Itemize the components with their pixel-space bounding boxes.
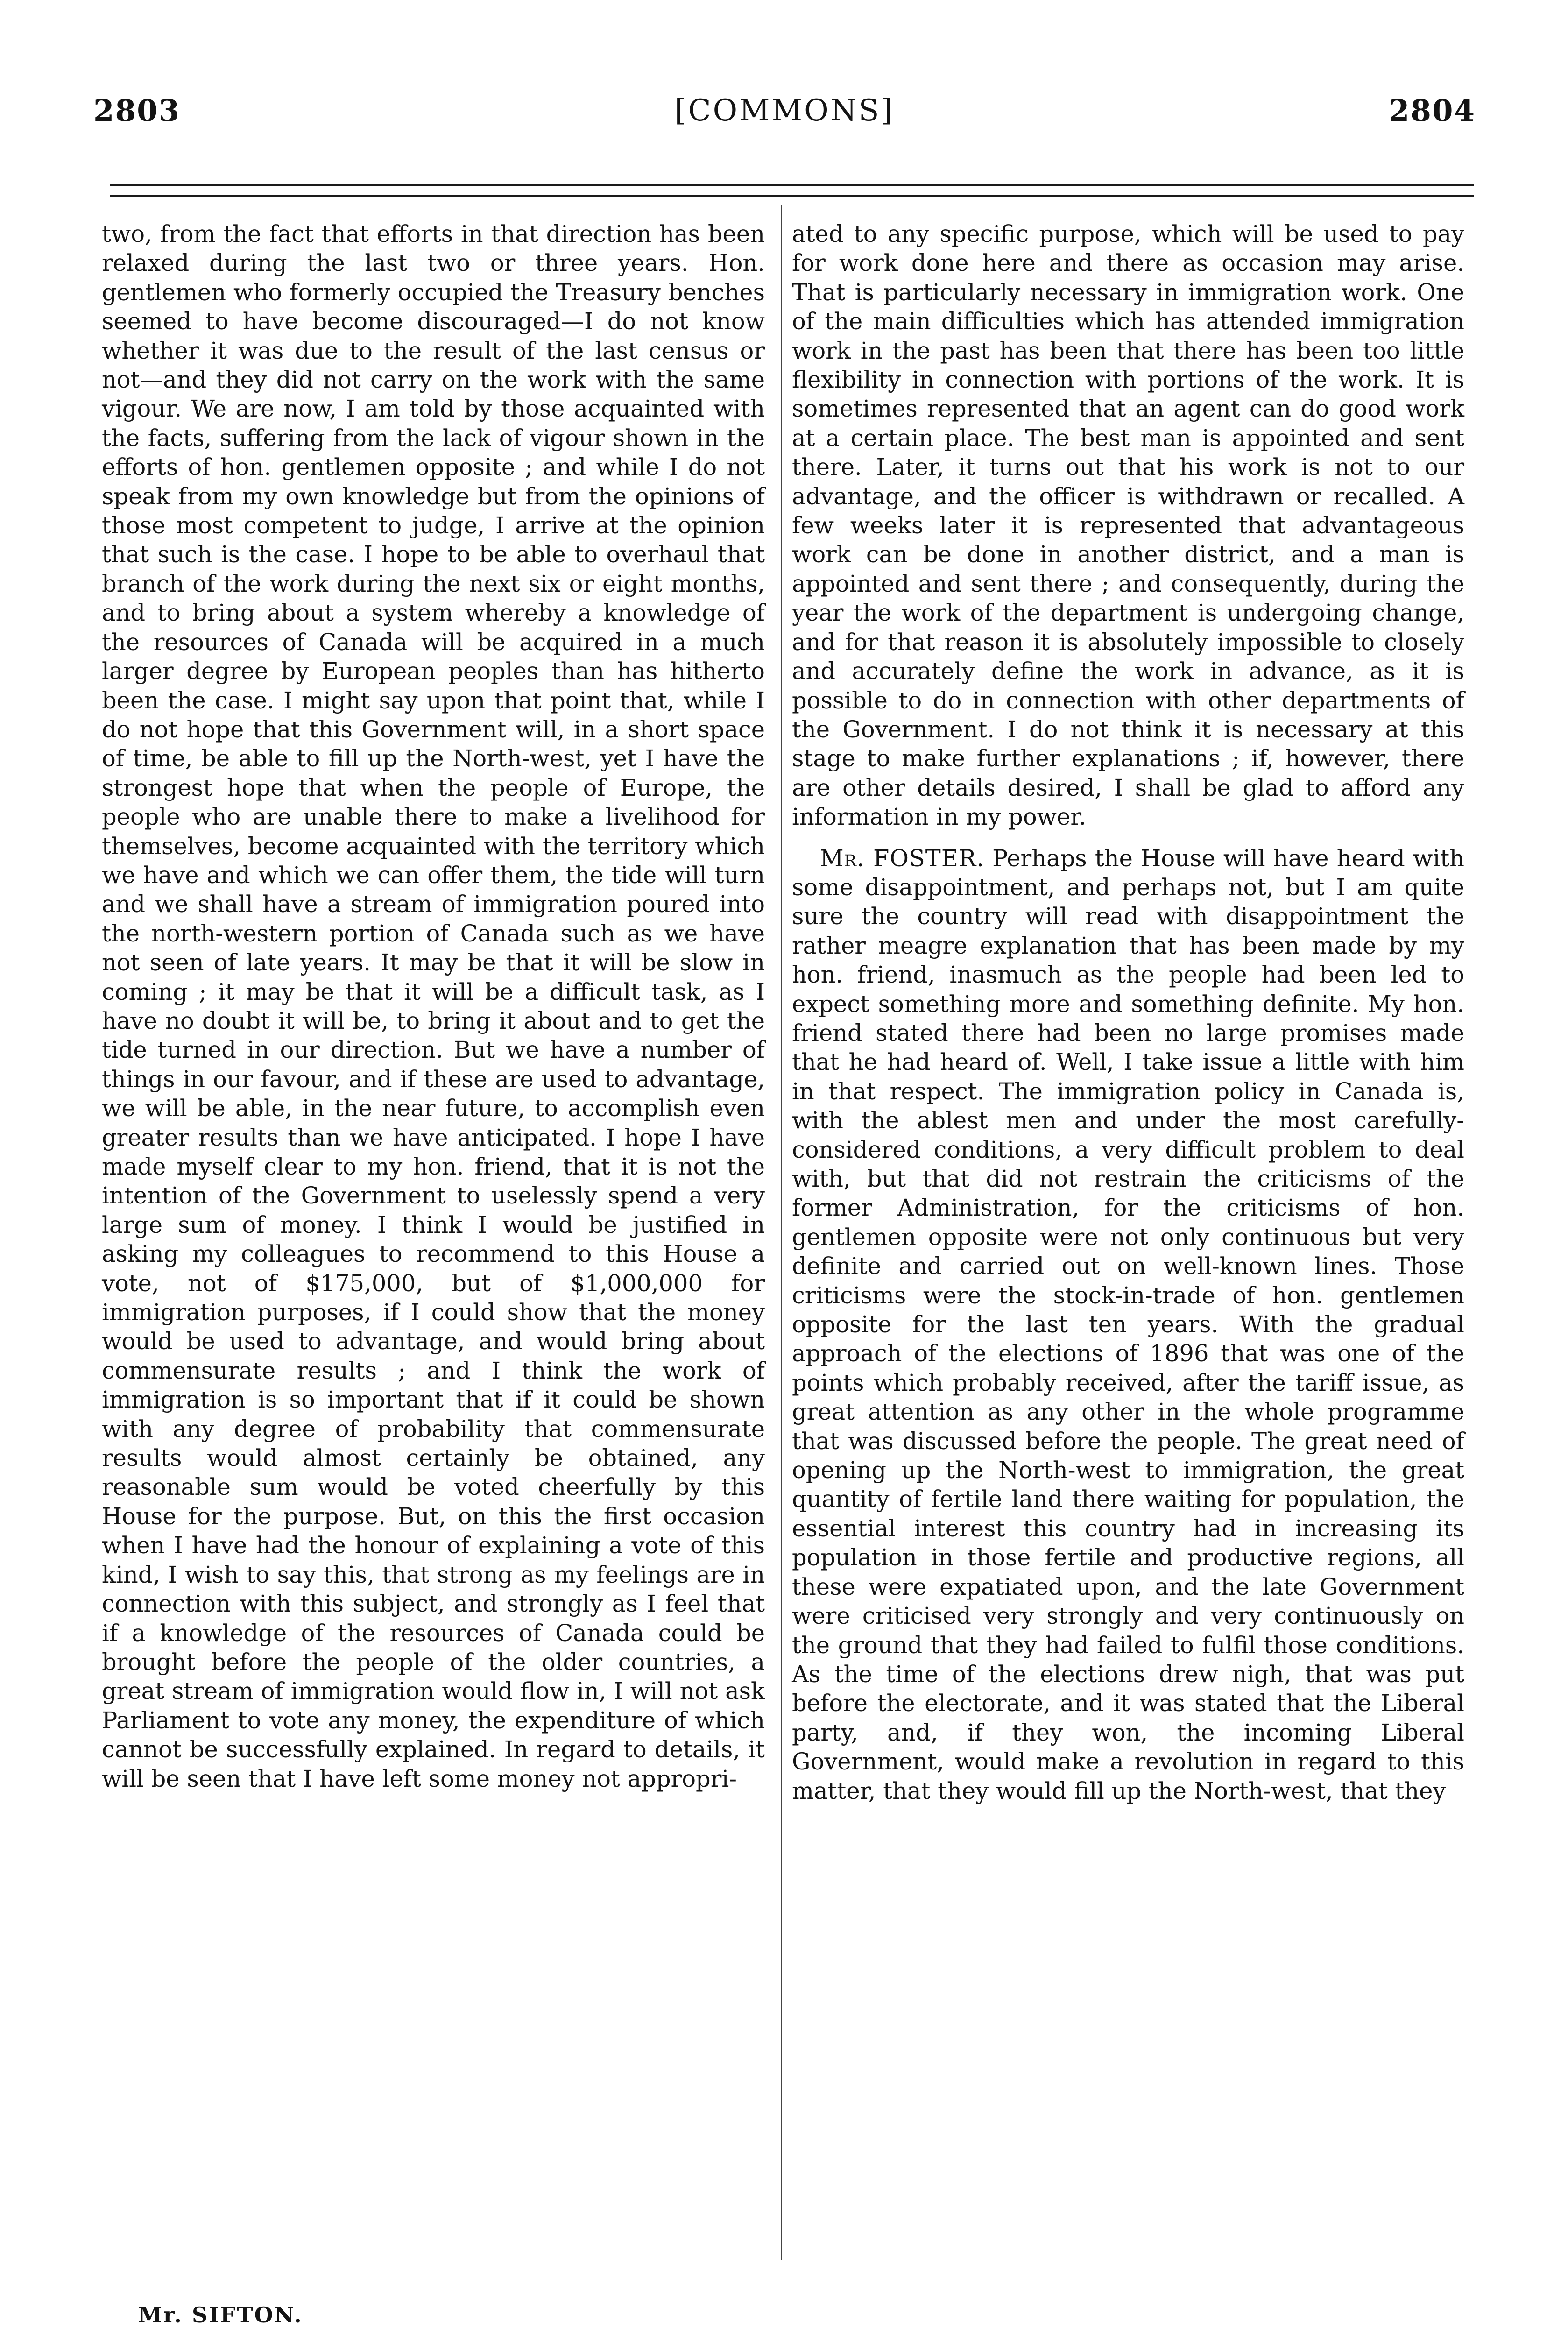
left-column-text: two, from the fact that efforts in that direction has been relaxed during the last two or three years. Hon. gentlemen who formerly occupied the Treasury benches seemed to have become discouraged—I do not know whether it was due to the result of the last census or not—and they did not carry on the work with the same vigour. We are now, I am told by those acquainted with the facts, suffering from the lack of vigour shown in the efforts of hon. gentlemen opposite ; and while I do not speak from my own knowledge but from the opinions of those most competent to judge, I arrive at the opinion that such is the case. I hope to be able to overhaul that branch of the work during the next six or eight months, and to bring about a system whereby a knowledge of the resources of Canada will be acquired in a much larger degree by European peoples than has hitherto been the case. I might say upon that point that, while I do not hope that this Government will, in a short space of time, be able to fill up the North-west, yet I have the strongest hope that when the people of Europe, the people who are unable there to make a livelihood for themselves, become acquainted with the territory which we have and which we can offer them, the tide will turn and we shall have a stream of immigration poured into the north-western portion of Canada such as we have not seen of late years. It may be that it will be slow in coming ; it may be that it will be a difficult task, as I have no doubt it will be, to bring it about and to get the tide turned in our direction. But we have a number of things in our favour, and if these are used to advantage, we will be able, in the near future, to accomplish even greater results than we have anticipated. I hope I have made myself clear to my hon. friend, that it is not the intention of the Government to uselessly spend a very large sum of money. I think I would be justified in asking my colleagues to recommend to this House a vote, not of $175,000, but of $1,000,000 for immigration purposes, if I could show that the money would be used to advantage, and would bring about commensurate results ; and I think the work of immigration is so important that if it could be shown with any degree of probability that commensurate results would almost certainly be obtained, any reasonable sum would be voted cheerfully by this House for the purpose. But, on this the first occasion when I have had the honour of explaining a vote of this kind, I wish to say this, that strong as my feelings are in connection with this subject, and strongly as I feel that if a knowledge of the resources of Canada could be brought before the people of the older countries, a great stream of immigration would flow in, I will not ask Parliament to vote any money, the expenditure of which cannot be successfully explained. In regard to details, it will be seen that I have left some money not appropri- — [102, 220, 765, 1792]
left-column — [102, 219, 765, 1793]
right-column-paragraph-1: ated to any specific purpose, which will be used to pay for work done here and there as occasion may arise. That is particularly necessary in immigration work. One of the main difficulties which has attended immigration work in the past has been that there has been too little flexibility in connection with portions of the work. It is sometimes represented that an agent can do good work at a certain place. The best man is appointed and sent there. Later, it turns out that his work is not to our advantage, and the officer is withdrawn or recalled. A few weeks later it is represented that advantageous work can be done in another district, and a man is appointed and sent there ; and consequently, during the year the work of the department is undergoing change, and for that reason it is absolutely impossible to closely and accurately define the work in advance, as it is possible to do in connection with other departments of the Government. I do not think it is necessary at this stage to make further explanations ; if, however, there are other details desired, I shall be glad to afford any information in my power. — [792, 220, 1464, 831]
header-rule-bottom — [110, 195, 1474, 197]
right-column — [792, 219, 1464, 1805]
foster-speech-text: Perhaps the House will have heard with some disappointment, and perhaps not, but I am quite sure the country will read with disappointment the rather meagre explanation that has been made by my hon. friend, inasmuch as the people had been led to expect something more and something definite. My hon. friend stated there had been no large promises made that he had heard of. Well, I take issue a little with him in that respect. The immigration policy in Canada is, with the ablest men and under the most carefully-considered conditions, a very difficult problem to deal with, but that did not restrain the criticisms of the former Administration, for the criticisms of hon. gentlemen opposite were not only continuous but very definite and carried out on well-known lines. Those criticisms were the stock-in-trade of hon. gentlemen opposite for the last ten years. With the gradual approach of the elections of 1896 that was one of the points which probably received, after the tariff issue, as great attention as any other in the whole programme that was discussed before the people. The great need of opening up the North-west to immigration, the great quantity of fertile land there waiting for population, the essential interest this country had in increasing its population in those fertile and productive regions, all these were expatiated upon, and the late Government were criticised very strongly and very continuously on the ground that they had failed to fulfil those conditions. As the time of the elections drew nigh, that was put before the electorate, and it was stated that the Liberal party, and, if they won, the incoming Liberal Government, would make a revolution in regard to this matter, that they would fill up the North-west, that they — [792, 844, 1464, 1804]
speaker-foster: Mr. FOSTER. — [820, 844, 984, 872]
header-rule-top — [110, 184, 1474, 186]
page-header — [93, 93, 1476, 145]
footer-speaker-name: Mr. SIFTON. — [138, 2302, 303, 2328]
page-number-left: 2803 — [93, 93, 181, 128]
column-divider — [781, 205, 782, 2260]
running-head: [COMMONS] — [674, 93, 895, 128]
right-column-paragraph-2 — [792, 844, 1464, 1805]
page-number-right: 2804 — [1388, 93, 1476, 128]
